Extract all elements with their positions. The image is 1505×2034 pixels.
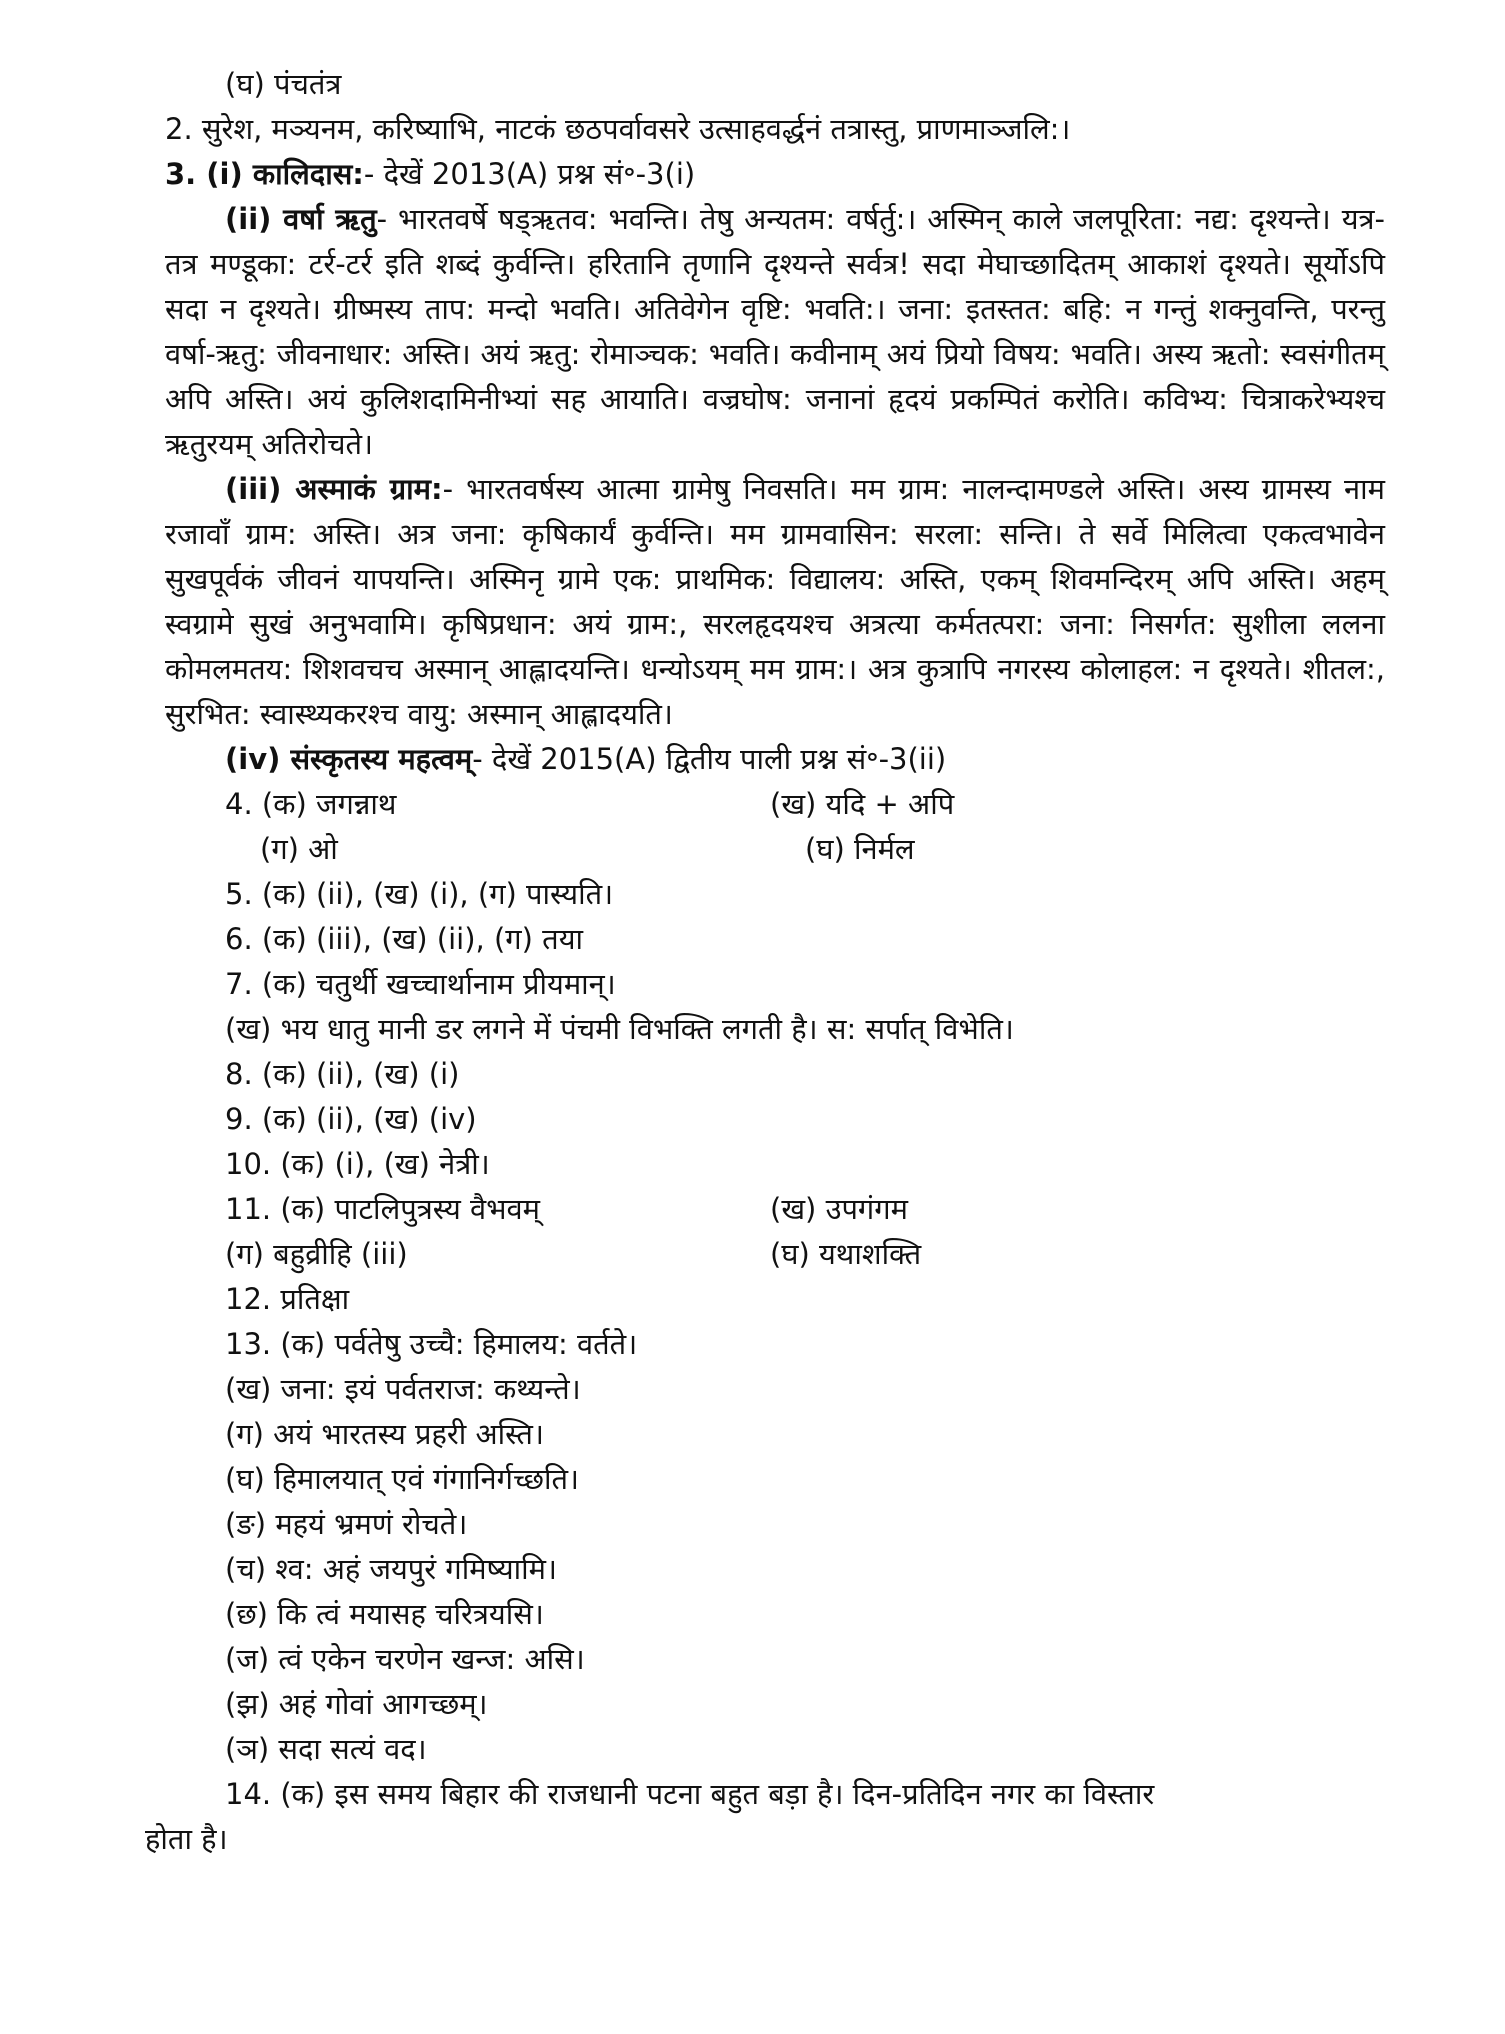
answer-5: 5. (क) (ii), (ख) (i), (ग) पास्यति।	[225, 877, 614, 911]
answer-12: 12. प्रतिक्षा	[225, 1282, 350, 1316]
answer-7-kha: (ख) भय धातु मानी डर लगने में पंचमी विभक्ति लगती है। स: सर्पात् विभेति।	[225, 1012, 1014, 1046]
answer-3-iii-body: - भारतवर्षस्य आत्मा ग्रामेषु निवसति। मम ग्राम: नालन्दामण्डले अस्ति। अस्य ग्रामस्य नाम रजावाँ ग्राम: अस्ति। अत्र जना: कृषिकार्यं कुर्वन्ति। मम ग्रामवासिन: सरला: सन्ति। ते सर्वे मिलित्वा एकत्वभावेन सुखपूर्वकं जीवनं यापयन्ति। अस्मिनृ ग्रामे एक: प्राथमिक: विद्यालय: अस्ति, एकम् शिवमन्दिरम् अपि अस्ति। अहम् स्वग्रामे सुखं अनुभवामि। कृषिप्रधान: अयं ग्राम:, सरलहृदयश्च अत्रत्या कर्मतत्परा: जना: निसर्गत: सुशीला ललना कोमलमतय: शिशवचच अस्मान् आह्लादयन्ति। धन्योऽयम् मम ग्राम:। अत्र कुत्रापि नगरस्य कोलाहल: न दृश्यते। शीतल:, सुरभित: स्वास्थ्यकरश्च वायु: अस्मान् आह्लादयति।	[165, 472, 1386, 731]
answer-4-row-2	[165, 827, 1385, 872]
answer-2: 2. सुरेश, मञ्यनम, करिष्याभि, नाटकं छठपर्वावसरे उत्साहवर्द्धनं तत्रास्तु, प्राणमाञ्जलि:।	[165, 112, 1071, 146]
answer-3-iv	[165, 737, 1385, 782]
answer-8: 8. (क) (ii), (ख) (i)	[225, 1057, 460, 1091]
answer-3-iii-essay	[165, 467, 1385, 737]
answer-3-iv-reference: - देखें 2015(A) द्वितीय पाली प्रश्न सं॰-3(ii)	[472, 742, 947, 776]
answer-13-jha: (झ) अहं गोवां आगच्छम्।	[225, 1687, 488, 1721]
answer-13-gha: (घ) हिमालयात् एवं गंगानिर्गच्छति।	[225, 1462, 580, 1496]
answer-11-ga: (ग) बहुव्रीहि (iii)	[225, 1237, 408, 1271]
answer-13-ka: 13. (क) पर्वतेषु उच्चै: हिमालय: वर्तते।	[225, 1327, 638, 1361]
answer-11-gha: (घ) यथाशक्ति	[770, 1237, 922, 1271]
answer-13-chha: (छ) कि त्वं मयासह चरित्रयसि।	[225, 1597, 544, 1631]
answer-3-i	[165, 152, 1385, 197]
answer-11-kha: (ख) उपगंगम	[770, 1192, 908, 1226]
answer-3-i-heading: 3. (i) कालिदास:	[165, 157, 364, 191]
answer-14-ka: 14. (क) इस समय बिहार की राजधानी पटना बहुत बड़ा है। दिन-प्रतिदिन नगर का विस्तार	[225, 1777, 1155, 1811]
answer-13-ga: (ग) अयं भारतस्य प्रहरी अस्ति।	[225, 1417, 544, 1451]
answer-11-row-1	[165, 1187, 1385, 1232]
answer-3-iv-heading: (iv) संस्कृतस्य महत्वम्	[225, 742, 473, 776]
answer-11-ka: 11. (क) पाटलिपुत्रस्य वैभवम्	[225, 1192, 541, 1226]
answer-3-iii-heading: (iii) अस्माकं ग्राम:	[225, 472, 443, 506]
answer-13-ja: (ज) त्वं एकेन चरणेन खन्ज: असि।	[225, 1642, 585, 1676]
answer-3-ii-heading: (ii) वर्षा ऋतु	[225, 202, 377, 236]
answer-9: 9. (क) (ii), (ख) (iv)	[225, 1102, 477, 1136]
answer-13-nga: (ङ) महयं भ्रमणं रोचते।	[225, 1507, 468, 1541]
answer-13-kha: (ख) जना: इयं पर्वतराज: कथ्यन्ते।	[225, 1372, 581, 1406]
answer-4-row-1	[165, 782, 1385, 827]
answer-6: 6. (क) (iii), (ख) (ii), (ग) तया	[225, 922, 584, 956]
answer-11-row-2	[165, 1232, 1385, 1277]
answer-14-ka-continued: होता है।	[145, 1822, 228, 1856]
answer-13-cha: (च) श्व: अहं जयपुरं गमिष्यामि।	[225, 1552, 558, 1586]
answer-4-kha: (ख) यदि + अपि	[770, 787, 955, 821]
answer-3-i-reference: - देखें 2013(A) प्रश्न सं॰-3(i)	[363, 157, 696, 191]
answer-4-gha: (घ) निर्मल	[805, 832, 915, 866]
answer-10: 10. (क) (i), (ख) नेत्री।	[225, 1147, 490, 1181]
answer-13-nya: (ञ) सदा सत्यं वद।	[225, 1732, 427, 1766]
answer-4-ka: 4. (क) जगन्नाथ	[225, 787, 397, 821]
answer-4-ga: (ग) ओ	[260, 832, 338, 866]
answer-7-ka: 7. (क) चतुर्थी खच्चार्थानाम प्रीयमान्।	[225, 967, 616, 1001]
answer-3-ii-body: - भारतवर्षे षड्ऋतव: भवन्ति। तेषु अन्यतम: वर्षर्तु:। अस्मिन् काले जलपूरिता: नद्य: दृश्यन्ते। यत्र-तत्र मण्डूका: टर्र-टर्र इति शब्दं कुर्वन्ति। हरितानि तृणानि दृश्यन्ते सर्वत्र! सदा मेघाच्छादितम् आकाशं दृश्यते। सूर्योऽपि सदा न दृश्यते। ग्रीष्मस्य ताप: मन्दो भवति। अतिवेगेन वृष्टि: भवति:। जना: इतस्तत: बहि: न गन्तुं शक्नुवन्ति, परन्तु वर्षा-ऋतु: जीवनाधार: अस्ति। अयं ऋतु: रोमाञ्चक: भवति। कवीनाम् अयं प्रियो विषय: भवति। अस्य ऋतो: स्वसंगीतम् अपि अस्ति। अयं कुलिशदामिनीभ्यां सह आयाति। वज्रघोष: जनानां हृदयं प्रकम्पितं करोति। कविभ्य: चित्राकरेभ्यश्च ऋतुरयम् अतिरोचते।	[165, 202, 1385, 461]
answer-3-ii-essay	[165, 197, 1385, 467]
answer-1-gha: (घ) पंचतंत्र	[225, 67, 342, 101]
